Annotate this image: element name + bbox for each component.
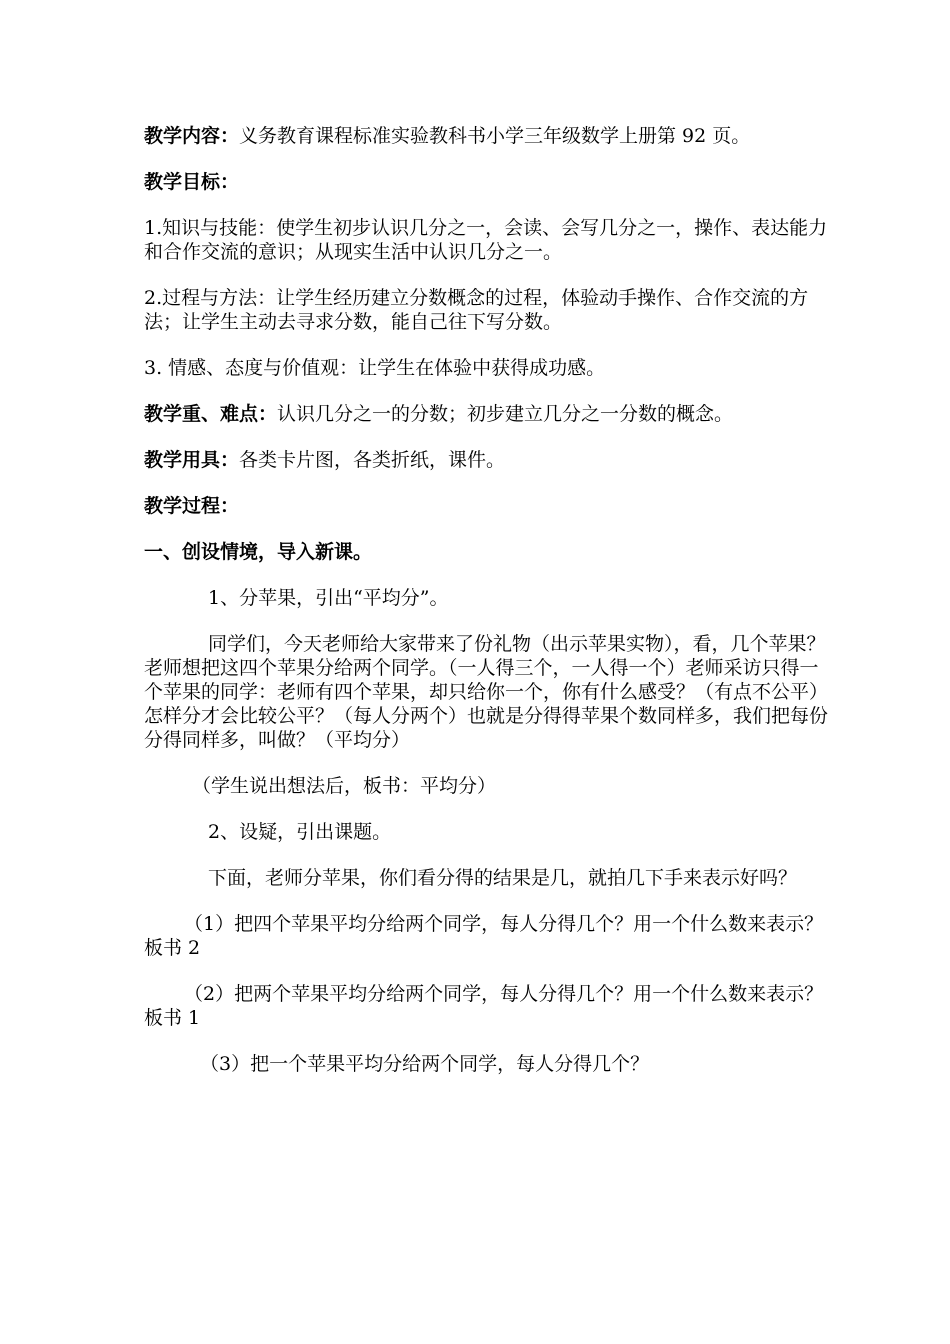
step-1-note: （学生说出想法后，板书：平均分）	[192, 775, 497, 797]
objective-item-2: 2.过程与方法：让学生经历建立分数概念的过程，体验动手操作、合作交流的方法；让学生主动去寻求分数，能自己往下写分数。	[144, 287, 809, 333]
question-3: （3）把一个苹果平均分给两个同学，每人分得几个？	[200, 1053, 650, 1075]
teaching-tools	[144, 448, 834, 472]
teaching-content-label: 教学内容：	[144, 125, 240, 147]
key-points	[144, 402, 834, 426]
objective-item-3: 3. 情感、态度与价值观：让学生在体验中获得成功感。	[144, 357, 606, 379]
objective-item-1: 1.知识与技能：使学生初步认识几分之一，会读、会写几分之一，操作、表达能力和合作交流的意识；从现实生活中认识几分之一。	[144, 217, 828, 263]
step-2-body: 下面，老师分苹果，你们看分得的结果是几，就拍几下手来表示好吗？	[208, 867, 798, 889]
key-points-label: 教学重、难点：	[144, 403, 278, 425]
step-2-title: 2、设疑，引出课题。	[208, 821, 392, 843]
document-page	[144, 124, 834, 1098]
teaching-content	[144, 124, 834, 148]
step-1-title: 1、分苹果，引出“平均分”。	[208, 587, 449, 609]
section-1-title: 一、创设情境，导入新课。	[144, 541, 373, 563]
step-1-body: 同学们，今天老师给大家带来了份礼物（出示苹果实物），看，几个苹果？老师想把这四个苹果分给两个同学。（一人得三个，一人得一个）老师采访只得一个苹果的同学：老师有四个苹果，却只给你一个，你有什么感受？（有点不公平）怎样分才会比较公平？（每人分两个）也就是分得得苹果个数同样多，我们把每份分得同样多，叫做？（平均分）	[144, 633, 829, 751]
process-heading: 教学过程：	[144, 495, 240, 517]
key-points-text: 认识几分之一的分数；初步建立几分之一分数的概念。	[277, 403, 734, 425]
teaching-tools-text: 各类卡片图，各类折纸，课件。	[239, 449, 506, 471]
teaching-content-text: 义务教育课程标准实验教科书小学三年级数学上册第 92 页。	[239, 125, 751, 147]
teaching-tools-label: 教学用具：	[144, 449, 240, 471]
objectives-heading: 教学目标：	[144, 171, 240, 193]
question-1: （1）把四个苹果平均分给两个同学，每人分得几个？用一个什么数来表示？板书 2	[144, 913, 824, 959]
question-2: （2）把两个苹果平均分给两个同学，每人分得几个？用一个什么数来表示？板书 1	[144, 983, 824, 1029]
